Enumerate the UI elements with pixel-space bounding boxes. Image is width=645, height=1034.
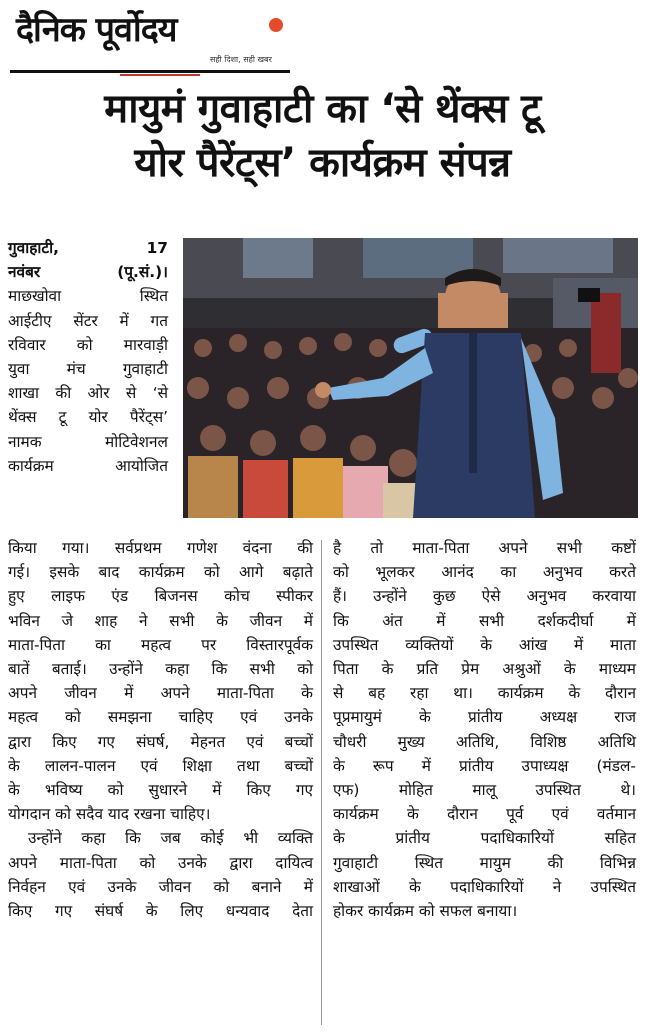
text-line: पूप्रमायुमं के प्रांतीय अध्यक्ष राज (333, 708, 636, 727)
text-line: माता-पिता का महत्व पर विस्तारपूर्वक (8, 635, 313, 654)
text-line: पिता के प्रति प्रेम अश्रुओं के माध्यम (333, 660, 636, 679)
text-line: किए गए संघर्ष के लिए धन्यवाद देता (8, 902, 313, 921)
text-line: बातें बताई। उन्होंने कहा कि सभी को (8, 660, 313, 679)
headline (0, 82, 645, 190)
text-line: आईटीए सेंटर में गत (8, 311, 168, 330)
text-line: शाखाओं के पदाधिकारियों ने उपस्थित (333, 877, 636, 896)
text-line: होकर कार्यक्रम को सफल बनाया। (333, 902, 518, 921)
text-line: के प्रांतीय पदाधिकारियों सहित (333, 829, 636, 848)
logo-dot-icon (269, 18, 283, 32)
headline-line-2: योर पैरेंट्स’ कार्यक्रम संपन्न (134, 140, 511, 186)
masthead (10, 6, 300, 74)
text-line: के भविष्य को सुधारने में किए गए (8, 781, 313, 800)
text-line: युवा मंच गुवाहाटी (8, 360, 168, 379)
text-line: अपने माता-पिता को उनके द्वारा दायित्व (8, 853, 313, 872)
text-line: महत्व को समझना चाहिए एवं उनके (8, 708, 313, 727)
text-line: निर्वहन एवं उनके जीवन को बनाने में (8, 877, 313, 896)
text-line: के लालन-पालन एवं शिक्षा तथा बच्चों (8, 756, 313, 775)
text-line: चौधरी मुख्य अतिथि, विशिष्ठ अतिथि (333, 732, 636, 751)
column-divider (321, 540, 322, 1025)
tagline: सही दिशा, सही खबर (210, 55, 272, 64)
text-line: अपने जीवन में अपने माता-पिता के (8, 684, 313, 703)
text-line: से बह रहा था। कार्यक्रम के दौरान (333, 684, 636, 703)
text-line: हुए लाइफ एंड बिजनस कोच स्पीकर (8, 587, 313, 606)
masthead-accent-rule (120, 74, 200, 76)
text-line: गई। इसके बाद कार्यक्रम को आगे बढ़ाते (8, 563, 313, 582)
text-line: शाखा की ओर से ‘से (8, 384, 168, 403)
text-line: माछखोवा स्थित (8, 287, 168, 306)
text-line: उन्होंने कहा कि जब कोई भी व्यक्ति (28, 829, 313, 848)
text-line: कार्यक्रम आयोजित (8, 456, 168, 475)
newspaper-logo: दैनिक पूर्वोदय (16, 10, 177, 50)
text-line: है तो माता-पिता अपने सभी कष्टों (333, 539, 636, 557)
article-lead-column (8, 236, 168, 478)
text-line: द्वारा किए गए संघर्ष, मेहनत एवं बच्चों (8, 732, 313, 751)
text-line: एफ) मोहित मालू उपस्थित थे। (333, 781, 636, 800)
masthead-rule (10, 70, 290, 73)
text-line: रविवार को मारवाड़ी (8, 335, 168, 354)
dateline-cont: नवंबर (पू.सं.)। (8, 263, 168, 282)
article-left-column (8, 536, 313, 923)
article-right-column (333, 536, 636, 923)
text-line: कार्यक्रम के दौरान पूर्व एवं वर्तमान (333, 805, 636, 824)
text-line: को भूलकर आनंद का अनुभव करते (333, 563, 636, 582)
text-line: हैं। उन्होंने कुछ ऐसे अनुभव करवाया (333, 587, 636, 606)
text-line: के रूप में प्रांतीय उपाध्यक्ष (मंडल- (333, 756, 636, 775)
text-line: थेंक्स टू योर पैरेंट्स’ (8, 408, 168, 427)
text-line: योगदान को सदैव याद रखना चाहिए। (8, 805, 211, 824)
text-line: किया गया। सर्वप्रथम गणेश वंदना की (8, 539, 313, 557)
text-line: भविन जे शाह ने सभी के जीवन में (8, 611, 313, 630)
text-line: नामक मोटिवेशनल (8, 432, 168, 451)
dateline: गुवाहाटी, 17 (8, 239, 168, 257)
headline-line-1: मायुमं गुवाहाटी का ‘से थेंक्स टू (104, 86, 541, 132)
article-photo (183, 238, 638, 518)
text-line: कि अंत में सभी दर्शकदीर्घा में (333, 611, 636, 630)
text-line: गुवाहाटी स्थित मायुम की विभिन्न (333, 853, 636, 872)
text-line: उपस्थित व्यक्तियों के आंख में माता (333, 635, 636, 654)
